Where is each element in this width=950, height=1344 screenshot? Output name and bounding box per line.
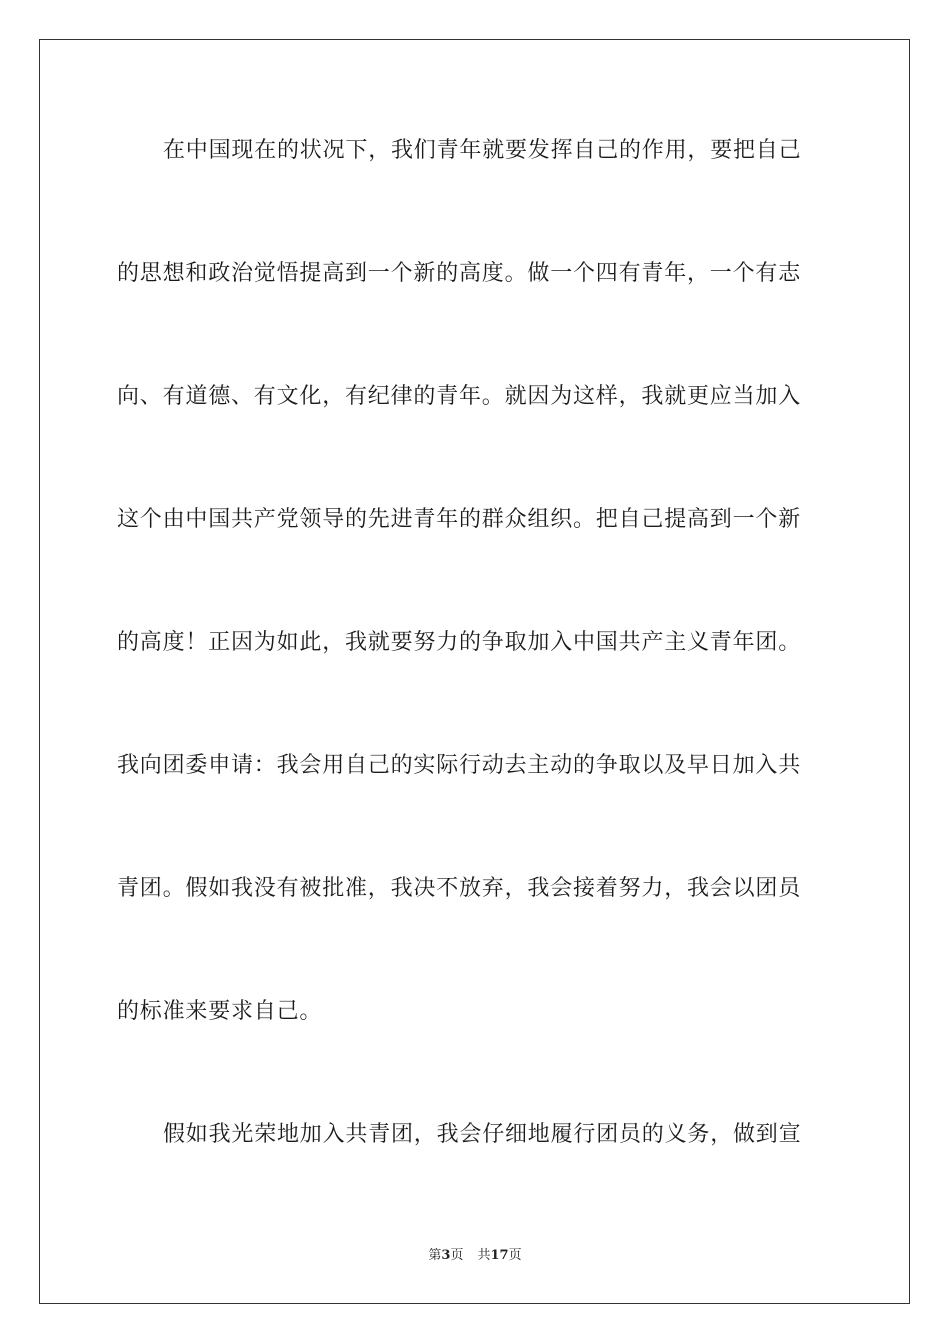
paragraph-line-4: 这个由中国共产党领导的先进青年的群众组织。把自己提高到一个新 [117,507,802,532]
total-suffix: 页 [508,1248,522,1263]
page-suffix: 页 [450,1248,464,1263]
paragraph-line-3: 向、有道德、有文化，有纪律的青年。就因为这样，我就更应当加入 [117,384,802,409]
page-prefix: 第 [428,1248,442,1263]
paragraph-line-8: 的标准来要求自己。 [117,999,323,1024]
total-pages: 17 [490,1248,509,1263]
page-frame [39,39,910,1304]
total-prefix: 共 [477,1248,491,1263]
page-number: 3 [441,1248,451,1263]
paragraph-line-2: 的思想和政治觉悟提高到一个新的高度。做一个四有青年，一个有志 [117,261,802,286]
paragraph-line-7: 青团。假如我没有被批准，我决不放弃，我会接着努力，我会以团员 [117,876,802,901]
paragraph-line-5: 的高度！正因为如此，我就要努力的争取加入中国共产主义青年团。 [117,630,802,655]
paragraph-line-6: 我向团委申请：我会用自己的实际行动去主动的争取以及早日加入共 [117,753,802,778]
paragraph-line-9: 假如我光荣地加入共青团，我会仔细地履行团员的义务，做到宣 [163,1122,802,1147]
page-footer [0,1247,950,1265]
paragraph-line-1: 在中国现在的状况下，我们青年就要发挥自己的作用，要把自己 [163,138,802,163]
